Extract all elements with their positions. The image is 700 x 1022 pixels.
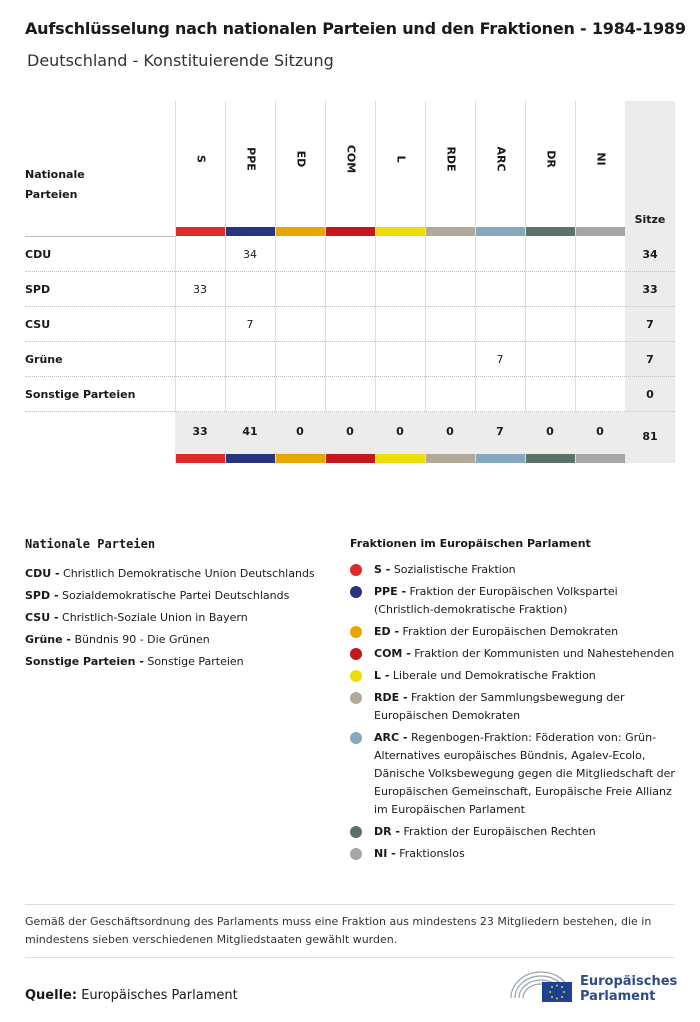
group-color-bar bbox=[276, 227, 326, 236]
group-header bbox=[376, 101, 426, 227]
seat-cell: 7 bbox=[496, 353, 504, 366]
legend-text: Sonstige Parteien bbox=[147, 655, 244, 668]
divider bbox=[25, 957, 675, 958]
group-legend-item bbox=[350, 823, 680, 841]
legend-text: Sozialdemokratische Partei Deutschlands bbox=[62, 589, 290, 602]
group-code: L bbox=[394, 155, 408, 163]
table-row bbox=[25, 272, 675, 307]
group-total-cell: 0 bbox=[346, 425, 354, 438]
legend-abbr: Sonstige Parteien - bbox=[25, 655, 144, 668]
group-code: PPE bbox=[244, 147, 258, 171]
color-dot-icon bbox=[350, 626, 362, 638]
legend-abbr: Grüne - bbox=[25, 633, 71, 646]
legend-text: Fraktionslos bbox=[399, 847, 465, 860]
groups-legend-title: Fraktionen im Europäischen Parlament bbox=[350, 537, 591, 550]
group-color-bar-bottom bbox=[176, 454, 226, 463]
seat-cell: 34 bbox=[243, 248, 257, 261]
group-total-cell: 0 bbox=[396, 425, 404, 438]
legend-abbr: SPD - bbox=[25, 589, 59, 602]
legend-text: Liberale und Demokratische Fraktion bbox=[392, 669, 596, 682]
party-name: SPD bbox=[25, 283, 51, 296]
party-name: CDU bbox=[25, 248, 52, 261]
party-name: Grüne bbox=[25, 353, 63, 366]
color-dot-icon bbox=[350, 648, 362, 660]
group-legend-item bbox=[350, 667, 680, 685]
party-name: Sonstige Parteien bbox=[25, 388, 136, 401]
legend-abbr: ARC - bbox=[374, 731, 408, 744]
group-color-bar bbox=[376, 227, 426, 236]
color-dot-icon bbox=[350, 692, 362, 704]
party-total-cell: 7 bbox=[646, 318, 654, 331]
national-parties-legend bbox=[25, 563, 335, 673]
totals-row bbox=[175, 412, 675, 454]
legend-text: Sozialistische Fraktion bbox=[393, 563, 516, 576]
group-color-bar-bottom bbox=[376, 454, 426, 463]
group-code: RDE bbox=[444, 146, 458, 172]
legend-text: Fraktion der Europäischen Demokraten bbox=[402, 625, 619, 638]
group-color-bar-bottom bbox=[526, 454, 576, 463]
group-color-bar bbox=[226, 227, 276, 236]
seat-cell: 33 bbox=[193, 283, 207, 296]
footnote: Gemäß der Geschäftsordnung des Parlaments muss eine Fraktion aus mindestens 23 Mitgliedern bestehen, die in mindestens sieben verschiedenen Mitgliedstaaten gewählt wurden. bbox=[25, 904, 675, 949]
group-color-bar-bottom bbox=[476, 454, 526, 463]
group-header bbox=[226, 101, 276, 227]
group-header bbox=[526, 101, 576, 227]
table-row bbox=[25, 237, 675, 272]
party-total-cell: 34 bbox=[642, 248, 658, 261]
group-code: ARC bbox=[494, 146, 508, 172]
group-header bbox=[176, 101, 226, 227]
group-color-bar-bottom bbox=[426, 454, 476, 463]
legend-text: Fraktion der Europäischen Volkspartei (Christlich-demokratische Fraktion) bbox=[374, 585, 618, 616]
group-code: S bbox=[194, 155, 208, 163]
legend-abbr: RDE - bbox=[374, 691, 408, 704]
group-total-cell: 41 bbox=[242, 425, 258, 438]
color-dot-icon bbox=[350, 826, 362, 838]
legend-abbr: CSU - bbox=[25, 611, 59, 624]
group-color-bar bbox=[326, 227, 376, 236]
table-row bbox=[25, 307, 675, 342]
color-dot-icon bbox=[350, 732, 362, 744]
legend-abbr: DR - bbox=[374, 825, 400, 838]
group-legend-item bbox=[350, 583, 680, 619]
group-color-bar bbox=[476, 227, 526, 236]
group-header bbox=[276, 101, 326, 227]
group-total-cell: 0 bbox=[446, 425, 454, 438]
national-party-legend-item bbox=[25, 585, 335, 607]
parliament-emblem-icon bbox=[508, 968, 574, 1004]
legend-abbr: ED - bbox=[374, 625, 400, 638]
group-total-cell: 0 bbox=[546, 425, 554, 438]
logo-line-1: Europäisches bbox=[580, 974, 678, 989]
group-legend-item bbox=[350, 561, 680, 579]
group-legend-item bbox=[350, 689, 680, 725]
source-label: Quelle: bbox=[25, 988, 78, 1003]
table-row bbox=[25, 377, 675, 412]
legend-abbr: PPE - bbox=[374, 585, 407, 598]
group-code: COM bbox=[344, 144, 358, 174]
national-party-legend-item bbox=[25, 607, 335, 629]
color-dot-icon bbox=[350, 564, 362, 576]
group-color-bar bbox=[576, 227, 626, 236]
logo-wordmark bbox=[580, 974, 677, 1004]
group-legend-item bbox=[350, 645, 680, 663]
group-legend-item bbox=[350, 623, 680, 641]
page-title: Aufschlüsselung nach nationalen Parteien und den Fraktionen - 1984-1989 bbox=[25, 19, 686, 38]
group-color-bar-bottom bbox=[226, 454, 276, 463]
european-parliament-logo bbox=[508, 968, 678, 1004]
group-total-cell: 0 bbox=[296, 425, 304, 438]
legend-abbr: CDU - bbox=[25, 567, 60, 580]
group-total-cell: 7 bbox=[496, 425, 504, 438]
grand-total: 81 bbox=[642, 430, 658, 443]
party-total-cell: 33 bbox=[642, 283, 658, 296]
color-dot-icon bbox=[350, 670, 362, 682]
group-code: NI bbox=[594, 152, 608, 166]
party-total-cell: 0 bbox=[646, 388, 654, 401]
group-code: ED bbox=[294, 150, 308, 168]
group-header bbox=[576, 101, 626, 227]
legend-abbr: S - bbox=[374, 563, 391, 576]
seat-cell: 7 bbox=[246, 318, 254, 331]
group-color-bar bbox=[426, 227, 476, 236]
group-header bbox=[426, 101, 476, 227]
group-legend-item bbox=[350, 729, 680, 819]
group-code: DR bbox=[544, 150, 558, 168]
group-legend-item bbox=[350, 845, 680, 863]
party-name: CSU bbox=[25, 318, 51, 331]
legend-text: Christlich Demokratische Union Deutschlands bbox=[63, 567, 315, 580]
party-total-cell: 7 bbox=[646, 353, 654, 366]
color-dot-icon bbox=[350, 586, 362, 598]
group-color-bar-bottom bbox=[576, 454, 626, 463]
group-color-bar-bottom bbox=[326, 454, 376, 463]
legend-text: Fraktion der Kommunisten und Nahestehenden bbox=[414, 647, 675, 660]
legend-text: Regenbogen-Fraktion: Föderation von: Grün-Alternatives europäisches Bündnis, Agalev-Ecolo, Dänische Volksbewegung gegen die Mitgliedschaft der Europäischen Gemeinschaft, Europäische Freie Allianz im Europäischen Parlament bbox=[374, 731, 675, 816]
legend-abbr: L - bbox=[374, 669, 390, 682]
national-party-legend-item bbox=[25, 629, 335, 651]
legend-text: Fraktion der Sammlungsbewegung der Europäischen Demokraten bbox=[374, 691, 625, 722]
table-row bbox=[25, 342, 675, 377]
source-line bbox=[25, 988, 238, 1003]
row-header-cell bbox=[25, 101, 175, 237]
national-parties-legend-title: Nationale Parteien bbox=[25, 537, 156, 551]
legend-text: Bündnis 90 - Die Grünen bbox=[74, 633, 210, 646]
group-total-cell: 33 bbox=[192, 425, 208, 438]
national-party-legend-item bbox=[25, 563, 335, 585]
legend-text: Christlich-Soziale Union in Bayern bbox=[62, 611, 248, 624]
page-subtitle: Deutschland - Konstituierende Sitzung bbox=[27, 51, 334, 70]
legend-abbr: COM - bbox=[374, 647, 411, 660]
group-color-bar-bottom bbox=[276, 454, 326, 463]
group-color-bar bbox=[526, 227, 576, 236]
row-header-label: Nationale Parteien bbox=[25, 168, 85, 201]
legend-abbr: NI - bbox=[374, 847, 396, 860]
logo-line-2: Parlament bbox=[580, 989, 656, 1004]
group-header bbox=[476, 101, 526, 227]
seats-header: Sitze bbox=[634, 213, 666, 226]
group-header bbox=[326, 101, 376, 227]
group-color-bar bbox=[176, 227, 226, 236]
source-value: Europäisches Parlament bbox=[81, 988, 238, 1003]
groups-legend bbox=[350, 561, 680, 867]
color-dot-icon bbox=[350, 848, 362, 860]
national-party-legend-item bbox=[25, 651, 335, 673]
legend-text: Fraktion der Europäischen Rechten bbox=[403, 825, 596, 838]
group-total-cell: 0 bbox=[596, 425, 604, 438]
